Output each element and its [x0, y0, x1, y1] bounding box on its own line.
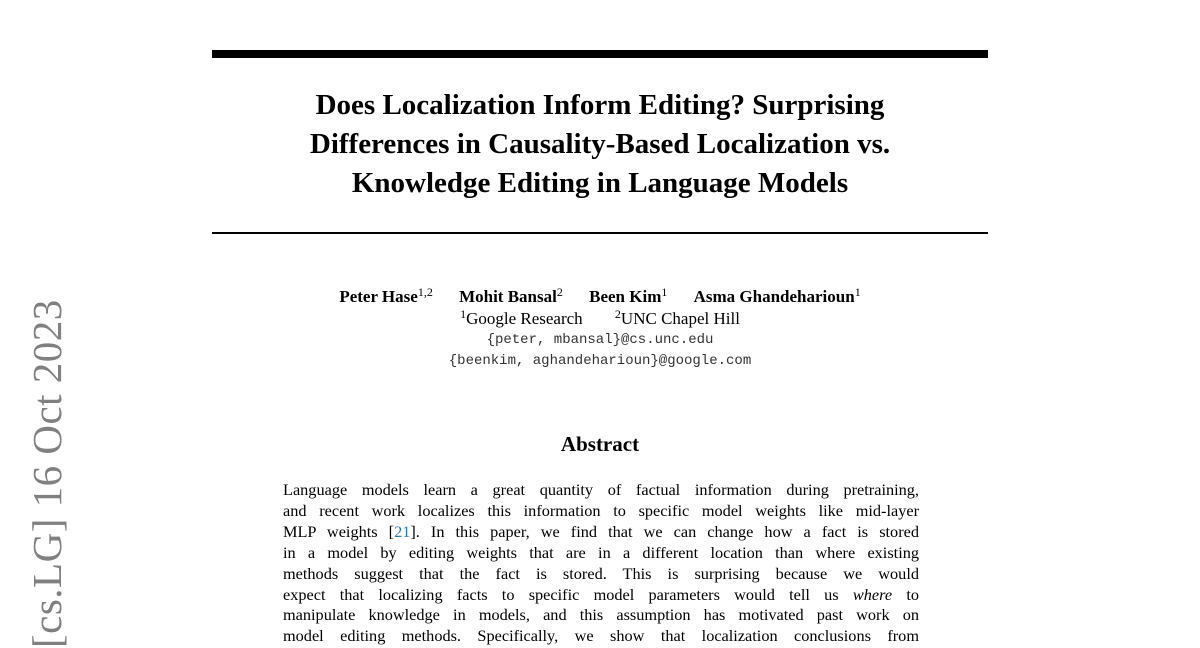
author-list [212, 286, 988, 308]
affiliation-mark: 2 [614, 307, 621, 321]
author-affiliation-mark: 1 [661, 285, 668, 299]
author-email: {beenkim, aghandeharioun}@google.com [448, 353, 752, 369]
abstract-line: methods suggest that the fact is stored. This is surprising because we would [283, 563, 919, 583]
abstract-text: MLP weights [ [283, 521, 395, 541]
title-bottom-rule [212, 232, 988, 234]
title-line: Differences in Causality-Based Localization vs. [309, 128, 891, 160]
abstract-text: ]. In this paper, we find that we can change how a fact is stored [410, 521, 919, 541]
emphasized-text: where [852, 584, 893, 604]
affiliation-name: Google Research [466, 309, 583, 328]
abstract-body [283, 480, 919, 647]
affiliation [615, 309, 740, 328]
author [589, 287, 667, 306]
author-affiliation-mark: 2 [556, 285, 563, 299]
abstract-line: in a model by editing weights that are in a different location than where existing [283, 542, 919, 562]
citation-link[interactable]: 21 [394, 521, 411, 541]
abstract-line: model editing methods. Specifically, we show that localization conclusions from [283, 626, 919, 646]
affiliation-list [212, 308, 988, 330]
paper-title [212, 86, 988, 203]
author-name: Peter Hase [339, 287, 418, 306]
title-line: Knowledge Editing in Language Models [351, 167, 849, 199]
abstract-line: Language models learn a great quantity of factual information during pretraining, [283, 480, 919, 499]
author-affiliation-mark: 1,2 [417, 285, 433, 299]
abstract-line: manipulate knowledge in models, and this assumption has motivated past work on [283, 605, 919, 625]
abstract-text: to [892, 584, 919, 604]
affiliation-mark: 1 [460, 307, 467, 321]
affiliation [460, 309, 583, 328]
author-email: {peter, mbansal}@cs.unc.edu [486, 332, 714, 348]
author-name: Asma Ghandeharioun [693, 287, 855, 306]
author-block [212, 286, 988, 372]
arxiv-identifier-stamp: [cs.LG] 16 Oct 2023 [24, 299, 70, 648]
abstract-line: and recent work localizes this information to specific model weights like mid-layer [283, 500, 919, 520]
abstract-heading: Abstract [560, 432, 640, 456]
author [694, 287, 861, 306]
abstract-line [283, 522, 919, 543]
abstract-line [283, 585, 919, 606]
author-name: Been Kim [589, 287, 662, 306]
title-top-rule [212, 50, 988, 58]
author-affiliation-mark: 1 [854, 285, 861, 299]
title-line: Does Localization Inform Editing? Surprising [315, 89, 885, 121]
affiliation-name: UNC Chapel Hill [620, 309, 740, 328]
author [459, 287, 563, 306]
author-name: Mohit Bansal [459, 287, 557, 306]
abstract-text: expect that localizing facts to specific model parameters would tell us [283, 584, 853, 604]
author [339, 287, 433, 306]
